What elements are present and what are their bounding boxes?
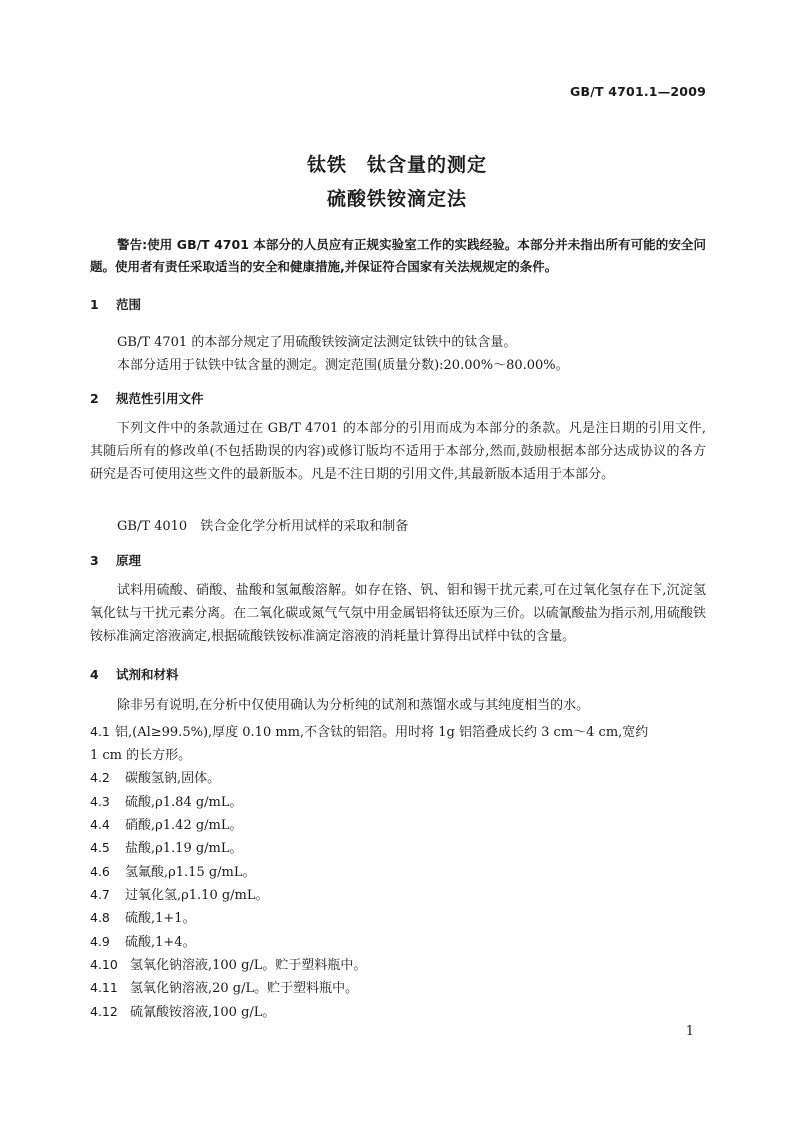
item-text: 硫氰酸铵溶液,100 g/L。 (130, 1005, 276, 1020)
item-number: 4.4 (90, 817, 110, 832)
item-text: 硫酸,1+4。 (125, 935, 196, 950)
list-item (90, 977, 358, 996)
item-text: 盐酸,ρ1.19 g/mL。 (125, 841, 243, 856)
item-number: 4.1 (90, 724, 110, 739)
section-4-heading (90, 665, 179, 683)
item-number: 4.6 (90, 864, 110, 879)
list-item (90, 837, 243, 856)
list-item (90, 814, 243, 833)
normative-reference: GB/T 4010 铁合金化学分析用试样的采取和制备 (117, 519, 409, 534)
document-subtitle: 硫酸铁铵滴定法 (326, 188, 467, 210)
paragraph: 除非另有说明,在分析中仅使用确认为分析纯的试剂和蒸馏水或与其纯度相当的水。 (117, 698, 590, 713)
item-text: 硫酸,ρ1.84 g/mL。 (125, 795, 243, 810)
section-title: 原理 (116, 553, 142, 568)
section-number: 1 (90, 297, 99, 312)
list-item (90, 721, 648, 740)
list-item (90, 954, 366, 973)
list-item (90, 767, 220, 786)
list-item (90, 884, 269, 903)
paragraph: 本部分适用于钛铁中钛含量的测定。测定范围(质量分数):20.00%～80.00%。 (117, 358, 569, 373)
item-text: 氢氟酸,ρ1.15 g/mL。 (125, 865, 256, 880)
standard-number: GB/T 4701.1—2009 (570, 84, 706, 99)
item-text: 铝,(Al≥99.5%),厚度 0.10 mm,不含钛的铝箔。用时将 1g 铝箔叠成长约 3 cm～4 cm,宽约 (115, 725, 649, 740)
list-item (90, 907, 196, 926)
list-item (90, 1001, 275, 1020)
item-number: 4.2 (90, 770, 110, 785)
safety-warning: 警告:使用 GB/T 4701 本部分的人员应有正规实验室工作的实践经验。本部分并未指出所有可能的安全问题。使用者有责任采取适当的安全和健康措施,并保证符合国家有关法规规定的条件。 (90, 237, 706, 274)
item-text: 硝酸,ρ1.42 g/mL。 (125, 818, 243, 833)
item-number: 4.7 (90, 887, 110, 902)
item-text: 硫酸,1+1。 (125, 911, 196, 926)
section-title: 试剂和材料 (116, 667, 179, 682)
list-item (90, 791, 243, 810)
list-item (90, 931, 196, 950)
paragraph: GB/T 4701 的本部分规定了用硫酸铁铵滴定法测定钛铁中的钛含量。 (117, 335, 517, 350)
item-number: 4.11 (90, 980, 118, 995)
section-title: 范围 (116, 297, 142, 312)
section-1-heading (90, 295, 141, 313)
section-number: 4 (90, 667, 99, 682)
item-number: 4.3 (90, 794, 110, 809)
section-2-heading (90, 389, 204, 407)
item-number: 4.9 (90, 934, 110, 949)
item-text: 氢氧化钠溶液,20 g/L。贮于塑料瓶中。 (130, 981, 359, 996)
section-3-heading (90, 551, 141, 569)
list-item-continuation: 1 cm 的长方形。 (90, 748, 192, 763)
section-number: 2 (90, 391, 99, 406)
item-number: 4.12 (90, 1004, 118, 1019)
paragraph: 试料用硫酸、硝酸、盐酸和氢氟酸溶解。如存在铬、钒、钼和锡干扰元素,可在过氧化氢存在下,沉淀氢氧化钛与干扰元素分离。在二氧化碳或氮气气氛中用金属铝将钛还原为三价。以硫氰酸盐为指示剂,用硫酸铁铵标准滴定溶液滴定,根据硫酸铁铵标准滴定溶液的消耗量计算得出试样中钛的含量。 (90, 583, 706, 644)
page-number: 1 (685, 1024, 694, 1039)
item-text: 碳酸氢钠,固体。 (125, 771, 221, 786)
item-text: 过氧化氢,ρ1.10 g/mL。 (125, 888, 269, 903)
item-number: 4.5 (90, 840, 110, 855)
item-number: 4.10 (90, 957, 118, 972)
item-number: 4.8 (90, 910, 110, 925)
item-text: 氢氧化钠溶液,100 g/L。贮于塑料瓶中。 (130, 958, 367, 973)
paragraph: 下列文件中的条款通过在 GB/T 4701 的本部分的引用而成为本部分的条款。凡是注日期的引用文件,其随后所有的修改单(不包括勘误的内容)或修订版均不适用于本部分,然而,鼓励根据本部分达成协议的各方研究是否可使用这些文件的最新版本。凡是不注日期的引用文件,其最新版本适用于本部分。 (90, 421, 706, 482)
section-title: 规范性引用文件 (116, 391, 204, 406)
document-title: 钛铁 钛含量的测定 (306, 154, 487, 176)
section-number: 3 (90, 553, 99, 568)
list-item (90, 861, 256, 880)
